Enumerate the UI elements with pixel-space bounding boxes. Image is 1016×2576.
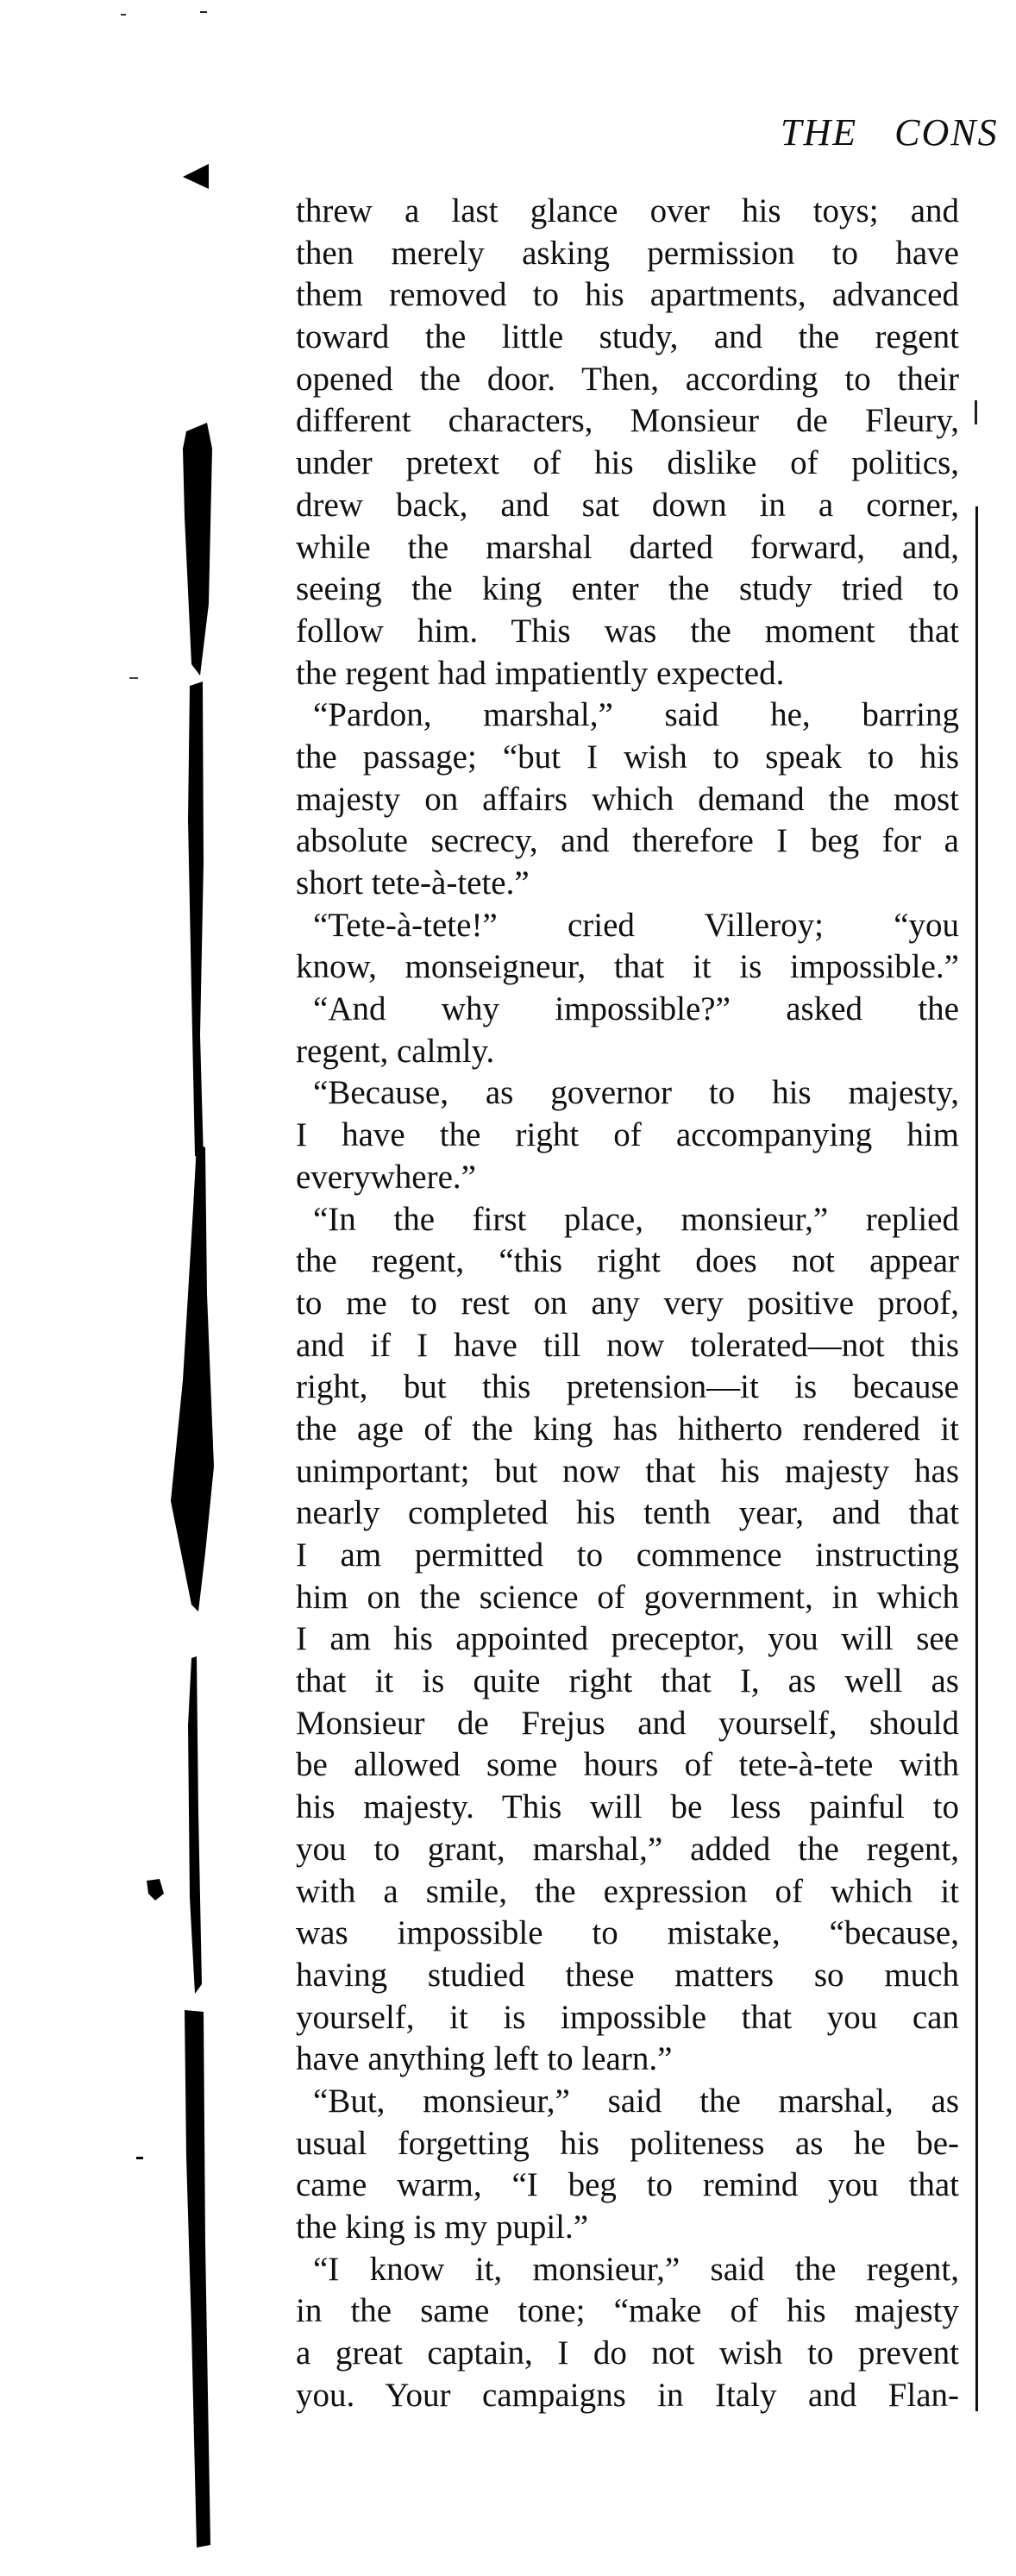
column-rule (975, 506, 978, 2411)
scan-speck (147, 1879, 164, 1901)
text-line: you to grant, marshal,” added the regent, (296, 1830, 959, 1868)
text-line: unimportant; but now that his majesty has (296, 1452, 959, 1490)
text-line: yourself, it is impossible that you can (296, 1998, 959, 2036)
text-line: threw a last glance over his toys; and (296, 192, 959, 229)
text-line: be allowed some hours of tete-à-tete with (296, 1746, 959, 1784)
text-line: “But, monsieur,” said the marshal, as (313, 2082, 959, 2120)
text-line: his majesty. This will be less painful to (296, 1788, 959, 1826)
text-line: in the same tone; “make of his majesty (296, 2292, 959, 2330)
binding-shadow (171, 1144, 214, 1612)
text-line: toward the little study, and the regent (296, 318, 959, 356)
margin-mark (183, 164, 209, 189)
text-line: nearly completed his tenth year, and that (296, 1494, 959, 1532)
text-line: follow him. This was the moment that (296, 612, 959, 650)
text-line: opened the door. Then, according to their (296, 360, 959, 398)
scan-speck (200, 11, 207, 13)
scan-speck (136, 2157, 143, 2159)
text-line: with a smile, the expression of which it (296, 1872, 959, 1910)
text-line: him on the science of government, in which (296, 1578, 959, 1616)
text-line: them removed to his apartments, advanced (296, 276, 959, 314)
text-line: “And why impossible?” asked the (313, 990, 959, 1028)
text-line: “Tete-à-tete!” cried Villeroy; “you (313, 906, 959, 944)
text-line: the age of the king has hitherto rendered it (296, 1410, 959, 1448)
text-line: a great captain, I do not wish to prevent (296, 2334, 959, 2372)
text-line: right, but this pretension—it is because (296, 1368, 959, 1406)
text-line: “In the first place, monsieur,” replied (313, 1200, 959, 1238)
binding-shadow (185, 2010, 210, 2548)
text-line: I am his appointed preceptor, you will see (296, 1620, 959, 1658)
text-line: “I know it, monsieur,” said the regent, (313, 2250, 959, 2288)
text-line: know, monseigneur, that it is impossible.” (296, 948, 959, 986)
binding-shadow (188, 1656, 202, 1994)
running-header: THE CONS (781, 111, 999, 154)
text-line: short tete-à-tete.” (296, 864, 530, 902)
text-line: and if I have till now tolerated—not this (296, 1326, 959, 1364)
text-line: the regent, “this right does not appear (296, 1242, 959, 1280)
text-line: you. Your campaigns in Italy and Flan- (296, 2376, 959, 2414)
text-line: regent, calmly. (296, 1032, 495, 1070)
text-line: I am permitted to commence instructing (296, 1536, 959, 1574)
text-line: usual forgetting his politeness as he be- (296, 2124, 959, 2162)
text-line: the regent had impatiently expected. (296, 654, 785, 692)
text-line: under pretext of his dislike of politics, (296, 444, 959, 482)
text-line: “Because, as governor to his majesty, (313, 1074, 959, 1112)
text-line: absolute secrecy, and therefore I beg for a (296, 822, 959, 860)
text-line: seeing the king enter the study tried to (296, 570, 959, 608)
text-line: majesty on affairs which demand the most (296, 780, 959, 818)
text-line: drew back, and sat down in a corner, (296, 486, 959, 524)
text-line: everywhere.” (296, 1158, 476, 1196)
text-line: to me to rest on any very positive proof, (296, 1284, 959, 1322)
text-line: then merely asking permission to have (296, 234, 959, 272)
text-line: while the marshal darted forward, and, (296, 528, 959, 566)
text-line: “Pardon, marshal,” said he, barring (313, 696, 959, 734)
text-line: I have the right of accompanying him (296, 1116, 959, 1154)
text-line: having studied these matters so much (296, 1956, 959, 1994)
text-line: came warm, “I beg to remind you that (296, 2166, 959, 2204)
text-line: was impossible to mistake, “because, (296, 1914, 959, 1952)
text-line: the passage; “but I wish to speak to his (296, 738, 959, 776)
text-line: Monsieur de Frejus and yourself, should (296, 1704, 959, 1742)
scan-speck (121, 14, 126, 16)
body-text (296, 191, 959, 2416)
text-line: different characters, Monsieur de Fleury, (296, 402, 959, 440)
binding-shadow (183, 423, 212, 675)
text-line: the king is my pupil.” (296, 2208, 589, 2246)
text-line: have anything left to learn.” (296, 2040, 673, 2078)
column-rule-tick (975, 400, 977, 424)
binding-shadow (188, 682, 204, 1159)
text-line: that it is quite right that I, as well as (296, 1662, 959, 1700)
scan-speck (129, 677, 138, 679)
